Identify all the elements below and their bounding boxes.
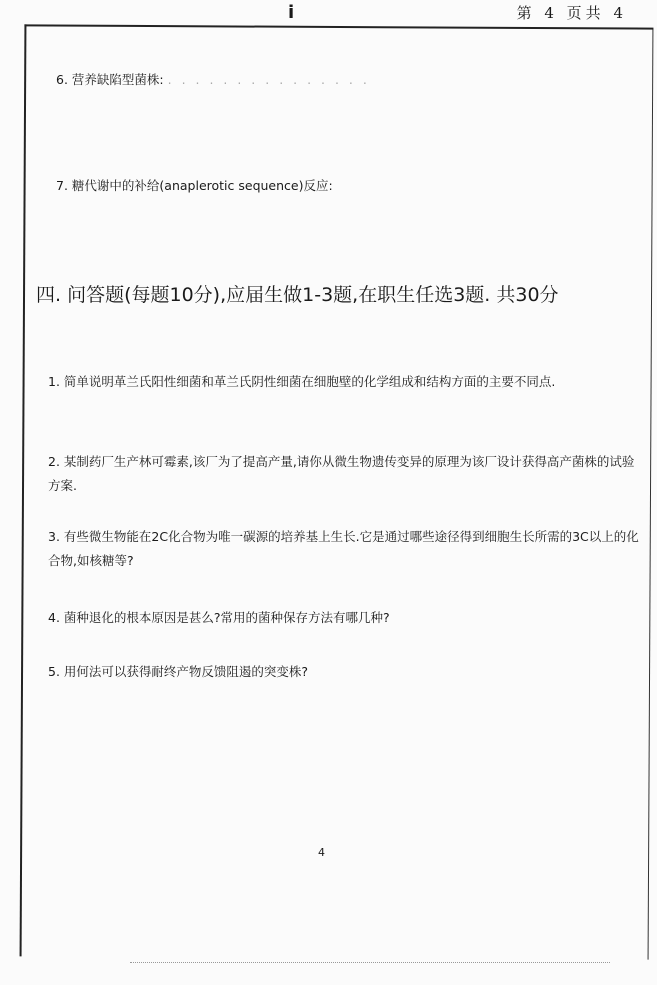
question-text: 用何法可以获得耐终产物反馈阻遏的突变株? [63, 664, 309, 679]
question-number: 7. [56, 178, 68, 193]
scan-noise [130, 962, 610, 971]
question-text: 简单说明革兰氏阳性细菌和革兰氏阴性细菌在细胞壁的化学组成和结构方面的主要不同点. [63, 374, 556, 389]
definition-6 [56, 68, 370, 92]
page-number: 4 [318, 846, 325, 859]
question-text: 有些微生物能在2C化合物为唯一碳源的培养基上生长.它是通过哪些途径得到细胞生长所需的3C以上的化合物,如核糖等? [48, 529, 639, 568]
question-text: 糖代谢中的补给(anaplerotic sequence)反应: [71, 178, 333, 193]
question-number: 4. [48, 610, 60, 625]
answer-blank: . . . . . . . . . . . . . . . [167, 72, 370, 87]
question-2 [48, 450, 640, 498]
question-number: 1. [48, 374, 60, 389]
question-number: 3. [48, 529, 60, 544]
question-5 [48, 660, 640, 684]
question-number: 5. [48, 664, 60, 679]
handwritten-mark: i [288, 2, 295, 23]
question-number: 6. [56, 72, 68, 87]
question-3 [48, 525, 640, 573]
question-text: 菌种退化的根本原因是甚么?常用的菌种保存方法有哪几种? [63, 610, 390, 625]
question-number: 2. [48, 454, 60, 469]
question-text: 营养缺陷型菌株: [71, 72, 164, 87]
question-text: 某制药厂生产林可霉素,该厂为了提高产量,请你从微生物遗传变异的原理为该厂设计获得高产菌株的试验方案. [48, 454, 635, 493]
definition-7 [56, 174, 333, 198]
page-indicator: 第 4 页共 4 [516, 4, 627, 22]
section-title: 四. 问答题(每题10分),应届生做1-3题,在职生任选3题. 共30分 [36, 284, 559, 306]
question-4 [48, 606, 640, 630]
question-1 [48, 370, 640, 394]
